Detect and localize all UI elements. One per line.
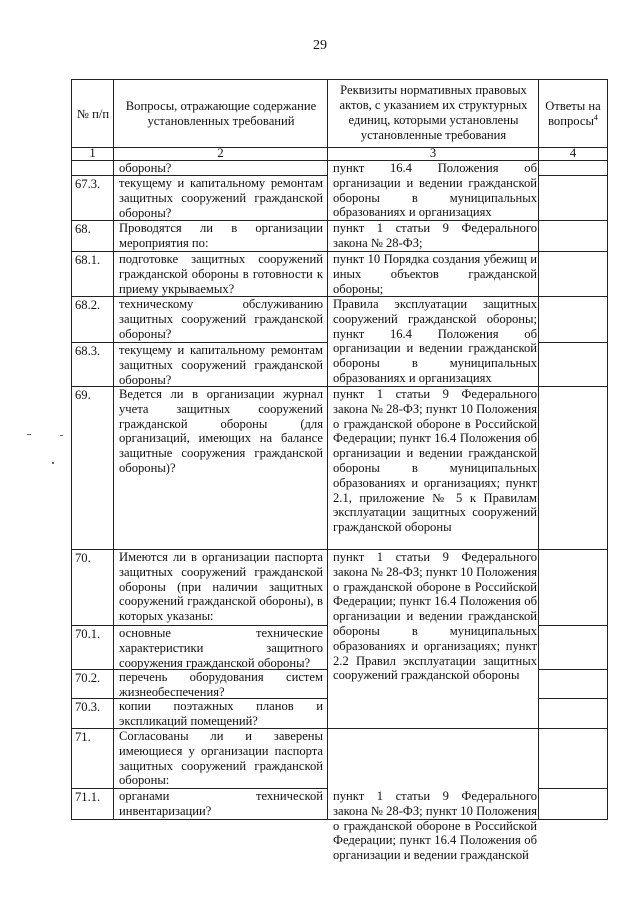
question-number: 70. (75, 551, 91, 565)
question-number: 70.3. (75, 700, 101, 714)
ans-row-rule (538, 296, 607, 297)
scan-mark (60, 435, 63, 436)
scan-mark (27, 434, 31, 435)
requisite-text: пункт 1 статьи 9 Федерального закона № 28-ФЗ; пункт 10 Положения о гражданской обороне в Российской Федерации; пункт 16.4 Положения об организации и ведении гражданской обороны в муниципальных образованиях и организациях; пункт 2.1, приложение № 5 к Правилам эксплуатации защитных сооружений гражданской обороны (333, 387, 537, 535)
col-number-4: 4 (569, 146, 577, 160)
ans-row-rule (538, 788, 607, 789)
col-number-2: 2 (217, 146, 224, 160)
header-requisites: Реквизиты нормативных правовых актов, с указанием их структурных единиц, которыми установлены установленные требования (339, 83, 528, 142)
question-text: подготовке защитных сооружений гражданской обороны в готовности к приему укрываемых? (119, 252, 323, 296)
question-number: 68. (75, 222, 91, 236)
header-number: № п/п (76, 106, 110, 121)
requisite-text: пункт 10 Порядка создания убежищ и иных объектов гражданской обороны; (333, 252, 537, 296)
req-row-rule (327, 728, 539, 729)
question-number: 71.1. (75, 790, 101, 804)
ans-row-rule (538, 698, 607, 699)
col-divider-2 (327, 80, 328, 819)
question-number: 68.1. (75, 253, 101, 267)
requisite-text: пункт 1 статьи 9 Федерального закона № 28-ФЗ; (333, 221, 537, 250)
question-text: текущему и капитальному ремонтам защитных сооружений гражданской обороны? (119, 176, 323, 220)
header-answers: Ответы на вопросы$^4$ (545, 99, 601, 128)
col-divider-1 (113, 80, 114, 819)
question-text: Проводятся ли в организации мероприятия по: (119, 221, 323, 250)
col-number-3: 3 (429, 146, 437, 160)
question-number: 69. (75, 388, 91, 402)
question-text: копии поэтажных планов и экспликаций помещений? (119, 699, 323, 728)
question-text: техническому обслуживанию защитных сооружений гражданской обороны? (119, 297, 323, 341)
page-number: 29 (313, 38, 327, 53)
question-number: 70.1. (75, 627, 101, 641)
ans-row-rule (538, 386, 607, 387)
ans-row-rule (538, 669, 607, 670)
ans-row-rule (538, 549, 607, 550)
question-text: органами технической инвентаризации? (119, 789, 323, 818)
requisite-text: пункт 16.4 Положения об организации и ведении гражданской обороны в муниципальных образованиях и организациях (333, 161, 537, 220)
question-text: обороны? (119, 161, 172, 175)
question-number: 68.3. (75, 344, 101, 358)
ans-row-rule (538, 625, 607, 626)
ans-row-rule (538, 220, 607, 221)
question-number: 68.2. (75, 298, 101, 312)
question-text: основные технические характеристики защитного сооружения гражданской обороны? (119, 626, 323, 670)
requisite-text: пункт 1 статьи 9 Федерального закона № 28-ФЗ; пункт 10 Положения о гражданской обороне в Российской Федерации; пункт 16.4 Положения об организации и ведении гражданской обороны в муниципальных образованиях и организациях; пункт 2.2 Правил эксплуатации защитных сооружений гражданской обороны (333, 550, 537, 683)
requisite-text: Правила эксплуатации защитных сооружений гражданской обороны; пункт 16.4 Положения об организации и ведении гражданской обороны в муниципальных образованиях и организациях (333, 297, 537, 385)
question-text: Согласованы ли и заверены имеющиеся у организации паспорта защитных сооружений гражданской обороны: (119, 729, 323, 788)
question-text: Имеются ли в организации паспорта защитных сооружений гражданской обороны (при наличии защитных сооружений гражданской обороны), в которых указаны: (119, 550, 323, 624)
requirements-table (71, 79, 608, 863)
question-text: перечень оборудования систем жизнеобеспечения? (119, 670, 323, 699)
ans-row-rule (538, 342, 607, 343)
ans-row-rule (538, 175, 607, 176)
col-divider-3 (538, 80, 539, 819)
header-questions: Вопросы, отражающие содержание установленных требований (125, 99, 317, 128)
question-number: 67.3. (75, 177, 101, 191)
ans-row-rule (538, 251, 607, 252)
scan-mark (52, 462, 54, 464)
col-number-1: 1 (89, 146, 96, 160)
question-text: текущему и капитальному ремонтам защитных сооружений гражданской обороны? (119, 343, 323, 387)
question-number: 70.2. (75, 671, 101, 685)
question-text: Ведется ли в организации журнал учета защитных сооружений гражданской обороны (для организаций, имеющих на балансе защитные сооружения гражданской обороны)? (119, 387, 323, 475)
requisite-text: пункт 1 статьи 9 Федерального закона № 28-ФЗ; пункт 10 Положения о гражданской обороне в Российской Федерации; пункт 16.4 Положения об организации и ведении гражданской (333, 789, 537, 863)
question-number: 71. (75, 730, 91, 744)
ans-row-rule (538, 728, 607, 729)
